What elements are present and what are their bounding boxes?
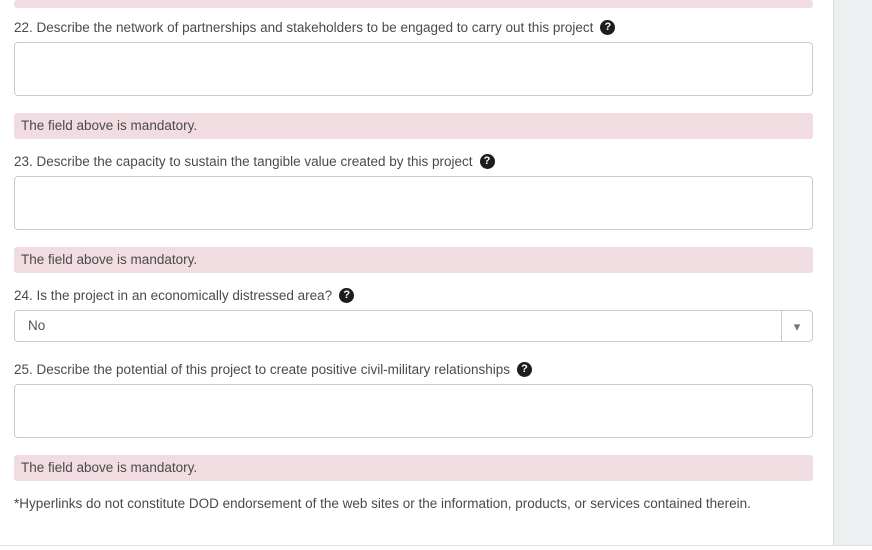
question-23-label: 23. Describe the capacity to sustain the tangible value created by this project bbox=[14, 153, 473, 169]
mandatory-alert: The field above is mandatory. bbox=[14, 455, 813, 481]
validation-alert-partial bbox=[14, 0, 813, 8]
question-22-label: 22. Describe the network of partnerships and stakeholders to be engaged to carry out this project bbox=[14, 19, 594, 35]
hyperlink-disclaimer: *Hyperlinks do not constitute DOD endorsement of the web sites or the information, products, or services contained therein. bbox=[14, 496, 751, 511]
question-23-textarea[interactable] bbox=[14, 176, 813, 230]
chevron-down-icon: ▾ bbox=[793, 318, 801, 334]
question-22-label-row bbox=[14, 19, 615, 35]
help-icon[interactable]: ? bbox=[339, 288, 354, 303]
mandatory-alert: The field above is mandatory. bbox=[14, 113, 813, 139]
question-25-textarea[interactable] bbox=[14, 384, 813, 438]
select-value: No bbox=[28, 318, 46, 333]
question-24-select[interactable] bbox=[14, 310, 813, 342]
page-background-panel bbox=[833, 0, 872, 545]
bottom-divider bbox=[0, 545, 872, 546]
mandatory-alert: The field above is mandatory. bbox=[14, 247, 813, 273]
help-icon[interactable]: ? bbox=[480, 154, 495, 169]
question-25-label: 25. Describe the potential of this project to create positive civil-military relationships bbox=[14, 361, 510, 377]
question-22-textarea[interactable] bbox=[14, 42, 813, 96]
question-24-label-row bbox=[14, 287, 354, 303]
question-24-label: 24. Is the project in an economically distressed area? bbox=[14, 287, 333, 303]
help-icon[interactable]: ? bbox=[600, 20, 615, 35]
dropdown-button[interactable] bbox=[781, 311, 812, 341]
help-icon[interactable]: ? bbox=[517, 362, 532, 377]
question-25-label-row bbox=[14, 361, 532, 377]
question-23-label-row bbox=[14, 153, 495, 169]
